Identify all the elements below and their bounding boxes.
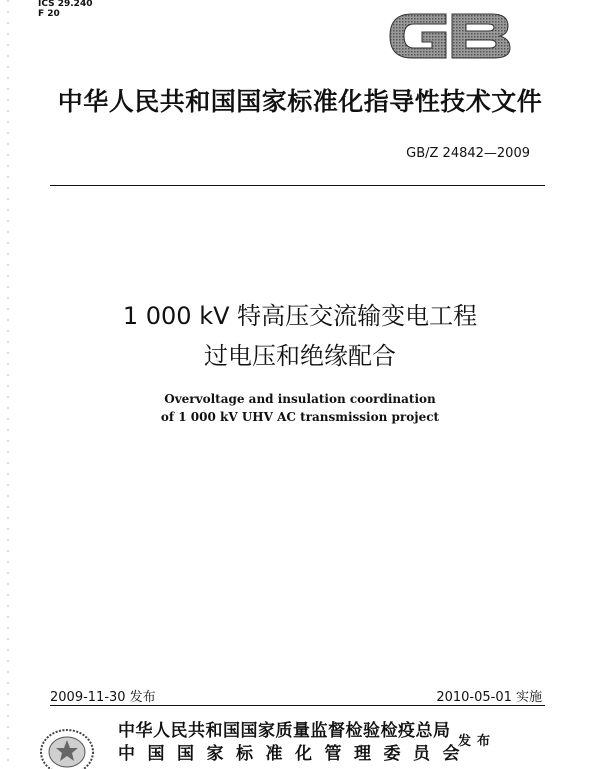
header-divider bbox=[50, 185, 545, 186]
binding-margin-marks bbox=[6, 0, 10, 769]
title-chinese-line-2: 过电压和绝缘配合 bbox=[204, 342, 396, 370]
issuer-line-2: 中国国家标准化管理委员会 bbox=[118, 744, 472, 764]
gb-logo bbox=[384, 6, 514, 66]
footer-divider bbox=[50, 705, 545, 706]
issue-date: 2009-11-30 发布 bbox=[50, 690, 156, 705]
classification-codes bbox=[38, 0, 92, 20]
title-english-line-1: Overvoltage and insulation coordination bbox=[164, 392, 436, 406]
ccs-code: F 20 bbox=[38, 9, 60, 19]
standard-number: GB/Z 24842—2009 bbox=[406, 146, 530, 161]
title-english-line-2: of 1 000 kV UHV AC transmission project bbox=[160, 410, 440, 424]
official-seal-icon bbox=[36, 722, 98, 769]
document-type-title: 中华人民共和国国家标准化指导性技术文件 bbox=[57, 87, 543, 116]
title-chinese-line-1: 1 000 kV 特高压交流输变电工程 bbox=[122, 302, 478, 330]
issuer-line-1: 中华人民共和国国家质量监督检验检疫总局 bbox=[118, 721, 451, 741]
publish-label: 发布 bbox=[458, 734, 497, 749]
ics-code: ICS 29.240 bbox=[38, 0, 93, 9]
effective-date: 2010-05-01 实施 bbox=[436, 690, 542, 705]
